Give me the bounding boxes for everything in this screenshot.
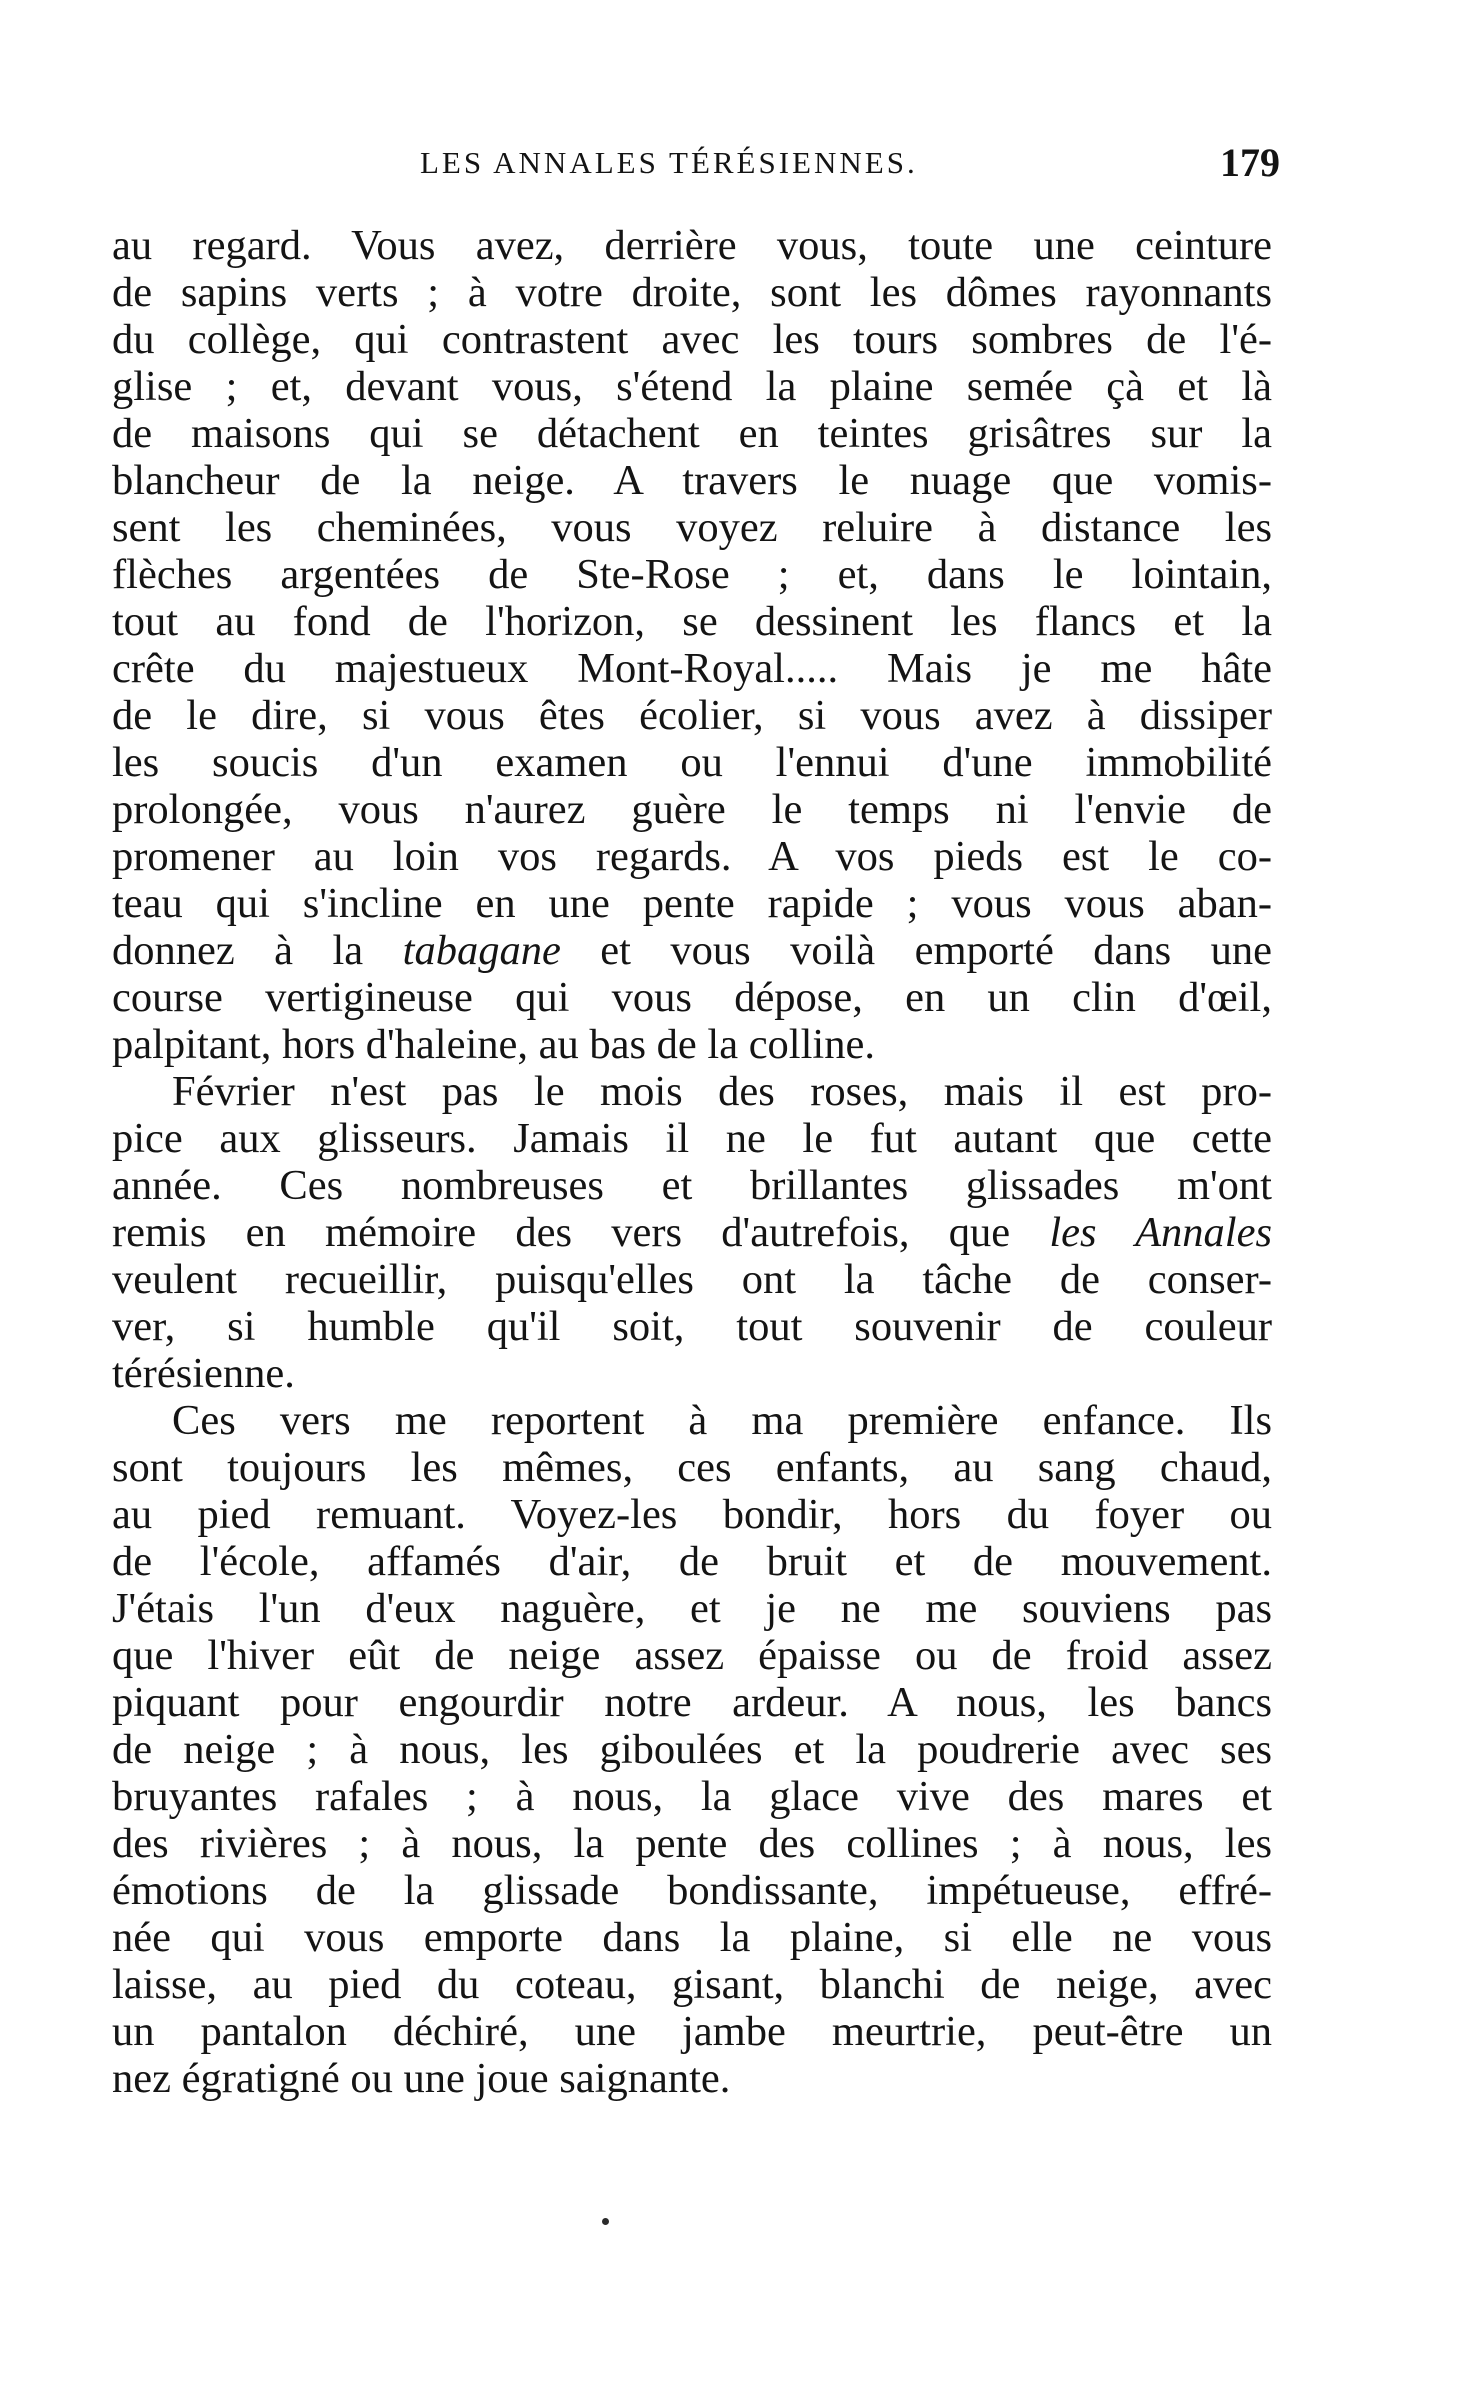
text-segment: remis en mémoire des vers d'autrefois, que bbox=[112, 1209, 1050, 1256]
text-line: Février n'est pas le mois des roses, mais il est pro- bbox=[172, 1068, 1272, 1115]
text-line: de neige ; à nous, les giboulées et la poudrerie avec ses bbox=[112, 1726, 1272, 1773]
text-line: au pied remuant. Voyez-les bondir, hors du foyer ou bbox=[112, 1491, 1272, 1538]
text-line: prolongée, vous n'aurez guère le temps ni l'envie de bbox=[112, 786, 1272, 833]
italic-title: les Annales bbox=[1049, 1209, 1272, 1256]
text-line: promener au loin vos regards. A vos pieds est le co- bbox=[112, 833, 1272, 880]
text-line: année. Ces nombreuses et brillantes glissades m'ont bbox=[112, 1162, 1272, 1209]
text-line: de le dire, si vous êtes écolier, si vous avez à dissiper bbox=[112, 692, 1272, 739]
text-line: bruyantes rafales ; à nous, la glace vive des mares et bbox=[112, 1773, 1272, 1820]
body-text bbox=[112, 222, 1272, 2102]
running-title: LES ANNALES TÉRÉSIENNES. bbox=[420, 145, 918, 180]
text-line: née qui vous emporte dans la plaine, si elle ne vous bbox=[112, 1914, 1272, 1961]
paragraph-2 bbox=[112, 1068, 1272, 1397]
text-line: émotions de la glissade bondissante, impétueuse, effré- bbox=[112, 1867, 1272, 1914]
text-line: flèches argentées de Ste-Rose ; et, dans le lointain, bbox=[112, 551, 1272, 598]
footer-dot bbox=[602, 2218, 609, 2225]
text-line: glise ; et, devant vous, s'étend la plaine semée çà et là bbox=[112, 363, 1272, 410]
page-number: 179 bbox=[1220, 140, 1280, 185]
text-line: sent les cheminées, vous voyez reluire à distance les bbox=[112, 504, 1272, 551]
text-line: du collège, qui contrastent avec les tours sombres de l'é- bbox=[112, 316, 1272, 363]
text-line: ver, si humble qu'il soit, tout souvenir de couleur bbox=[112, 1303, 1272, 1350]
running-header bbox=[120, 138, 1280, 188]
text-line-with-italic bbox=[112, 1209, 1272, 1256]
text-line: piquant pour engourdir notre ardeur. A nous, les bancs bbox=[112, 1679, 1272, 1726]
paragraph-3 bbox=[112, 1397, 1272, 2102]
text-line: laisse, au pied du coteau, gisant, blanchi de neige, avec bbox=[112, 1961, 1272, 2008]
text-line: des rivières ; à nous, la pente des collines ; à nous, les bbox=[112, 1820, 1272, 1867]
text-segment: donnez à la bbox=[112, 927, 403, 974]
text-line: pice aux glisseurs. Jamais il ne le fut autant que cette bbox=[112, 1115, 1272, 1162]
text-segment: et vous voilà emporté dans une bbox=[560, 927, 1273, 974]
text-line: veulent recueillir, puisqu'elles ont la tâche de conser- bbox=[112, 1256, 1272, 1303]
text-line: de l'école, affamés d'air, de bruit et de mouvement. bbox=[112, 1538, 1272, 1585]
text-line: Ces vers me reportent à ma première enfance. Ils bbox=[172, 1397, 1272, 1444]
text-line: les soucis d'un examen ou l'ennui d'une immobilité bbox=[112, 739, 1272, 786]
text-line: tout au fond de l'horizon, se dessinent les flancs et la bbox=[112, 598, 1272, 645]
text-line: que l'hiver eût de neige assez épaisse ou de froid assez bbox=[112, 1632, 1272, 1679]
text-line: palpitant, hors d'haleine, au bas de la colline. bbox=[112, 1021, 875, 1068]
text-line: nez égratigné ou une joue saignante. bbox=[112, 2055, 731, 2102]
text-line: sont toujours les mêmes, ces enfants, au sang chaud, bbox=[112, 1444, 1272, 1491]
text-line-with-italic bbox=[112, 927, 1272, 974]
text-line: course vertigineuse qui vous dépose, en un clin d'œil, bbox=[112, 974, 1272, 1021]
text-line: de sapins verts ; à votre droite, sont les dômes rayonnants bbox=[112, 269, 1272, 316]
text-line: teau qui s'incline en une pente rapide ; vous vous aban- bbox=[112, 880, 1272, 927]
italic-term: tabagane bbox=[402, 927, 561, 974]
text-line: un pantalon déchiré, une jambe meurtrie, peut-être un bbox=[112, 2008, 1272, 2055]
text-line: crête du majestueux Mont-Royal..... Mais je me hâte bbox=[112, 645, 1272, 692]
text-line: au regard. Vous avez, derrière vous, toute une ceinture bbox=[112, 222, 1272, 269]
text-line: térésienne. bbox=[112, 1350, 295, 1397]
text-line: de maisons qui se détachent en teintes grisâtres sur la bbox=[112, 410, 1272, 457]
paragraph-1 bbox=[112, 222, 1272, 1068]
text-line: J'étais l'un d'eux naguère, et je ne me souviens pas bbox=[112, 1585, 1272, 1632]
text-line: blancheur de la neige. A travers le nuage que vomis- bbox=[112, 457, 1272, 504]
